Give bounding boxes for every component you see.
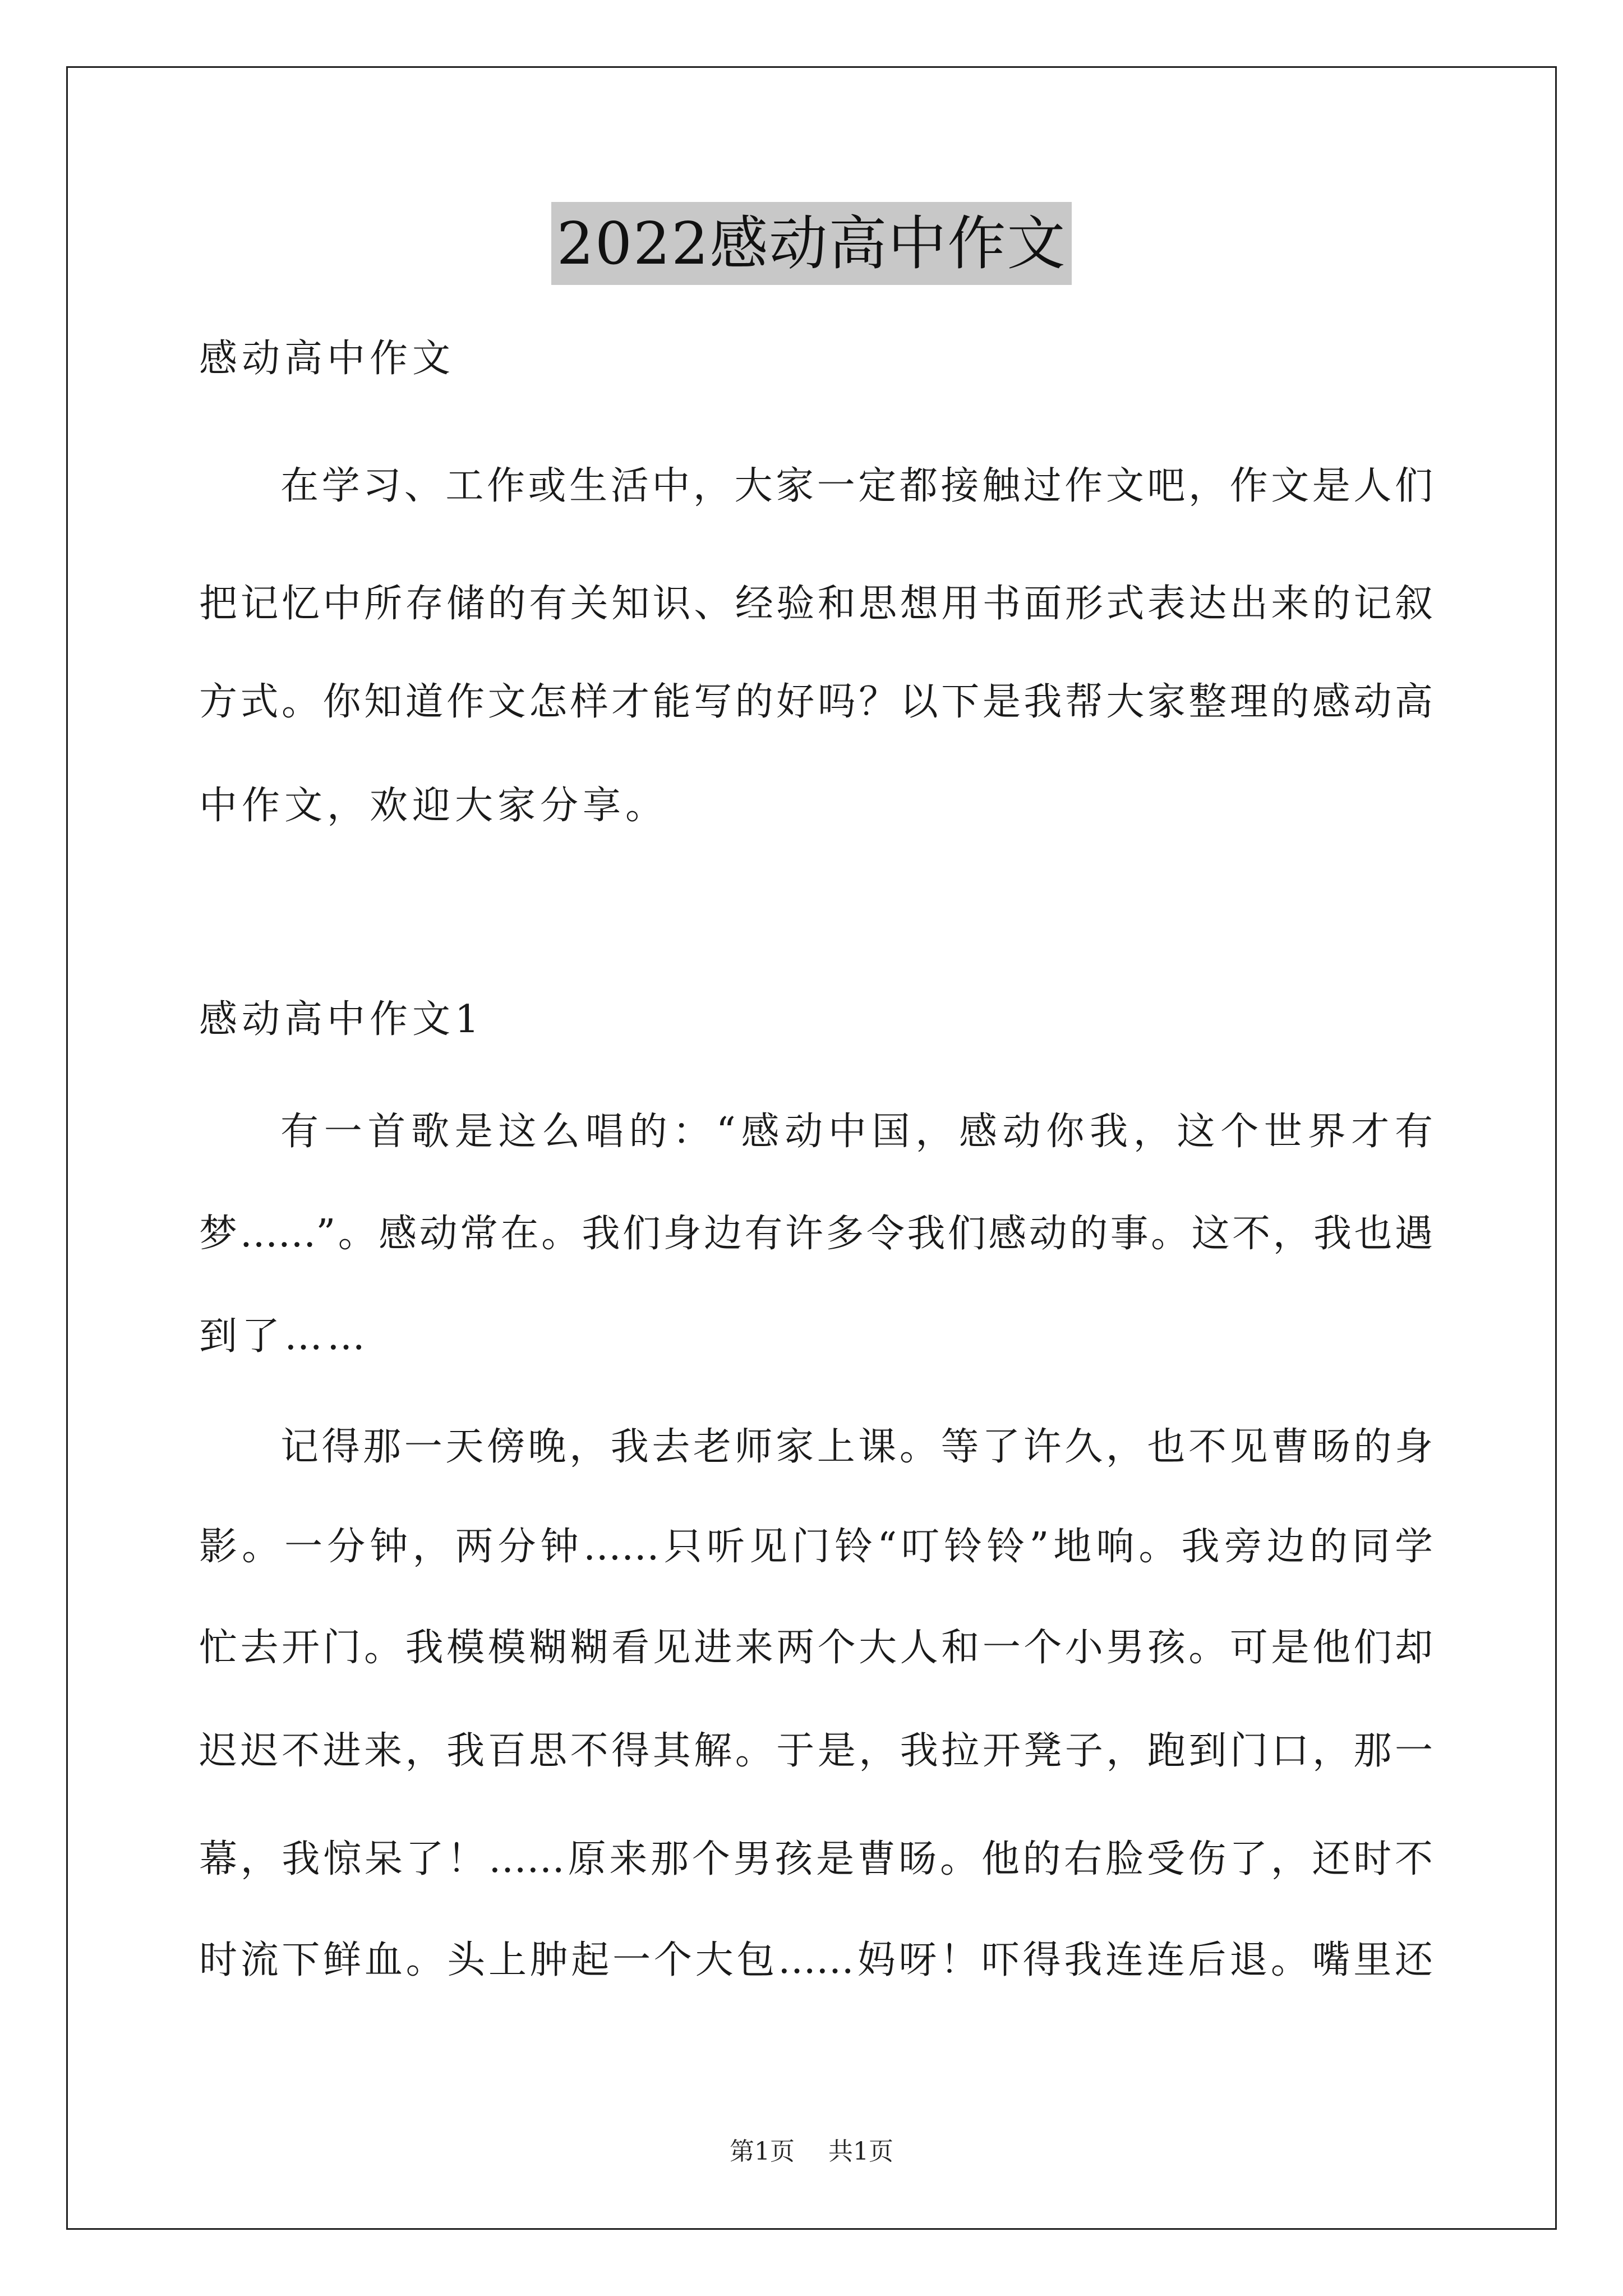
paragraph-line: 忙去开门。我模模糊糊看见进来两个大人和一个小男孩。可是他们却	[199, 1626, 1433, 1670]
page-footer	[0, 2135, 1623, 2169]
paragraph-line: 记得那一天傍晚，我去老师家上课。等了许久，也不见曹旸的身	[280, 1425, 1433, 1469]
section-heading-intro: 感动高中作文	[199, 337, 455, 381]
section-heading-essay-1: 感动高中作文1	[199, 997, 484, 1042]
paragraph-line: 时流下鲜血。头上肿起一个大包……妈呀！吓得我连连后退。嘴里还	[199, 1938, 1433, 1982]
paragraph-line: 中作文，欢迎大家分享。	[199, 784, 668, 828]
paragraph-line: 到了……	[199, 1314, 370, 1359]
page-number-total: 共1页	[828, 2137, 893, 2166]
paragraph-line: 影。一分钟，两分钟……只听见门铃“叮铃铃”地响。我旁边的同学	[199, 1525, 1433, 1569]
paragraph-line: 方式。你知道作文怎样才能写的好吗？以下是我帮大家整理的感动高	[199, 680, 1433, 724]
paragraph-line: 梦……”。感动常在。我们身边有许多令我们感动的事。这不，我也遇	[199, 1212, 1433, 1256]
paragraph-line: 把记忆中所存储的有关知识、经验和思想用书面形式表达出来的记叙	[199, 582, 1433, 626]
page-number-current: 第1页	[730, 2137, 795, 2166]
paragraph-line: 幕，我惊呆了！……原来那个男孩是曹旸。他的右脸受伤了，还时不	[199, 1837, 1433, 1881]
document-title: 2022感动高中作文	[551, 202, 1072, 285]
paragraph-line: 在学习、工作或生活中，大家一定都接触过作文吧，作文是人们	[280, 464, 1433, 508]
paragraph-line: 迟迟不进来，我百思不得其解。于是，我拉开凳子，跑到门口，那一	[199, 1729, 1433, 1773]
title-container	[0, 202, 1623, 285]
paragraph-line: 有一首歌是这么唱的：“感动中国，感动你我，这个世界才有	[280, 1110, 1433, 1154]
